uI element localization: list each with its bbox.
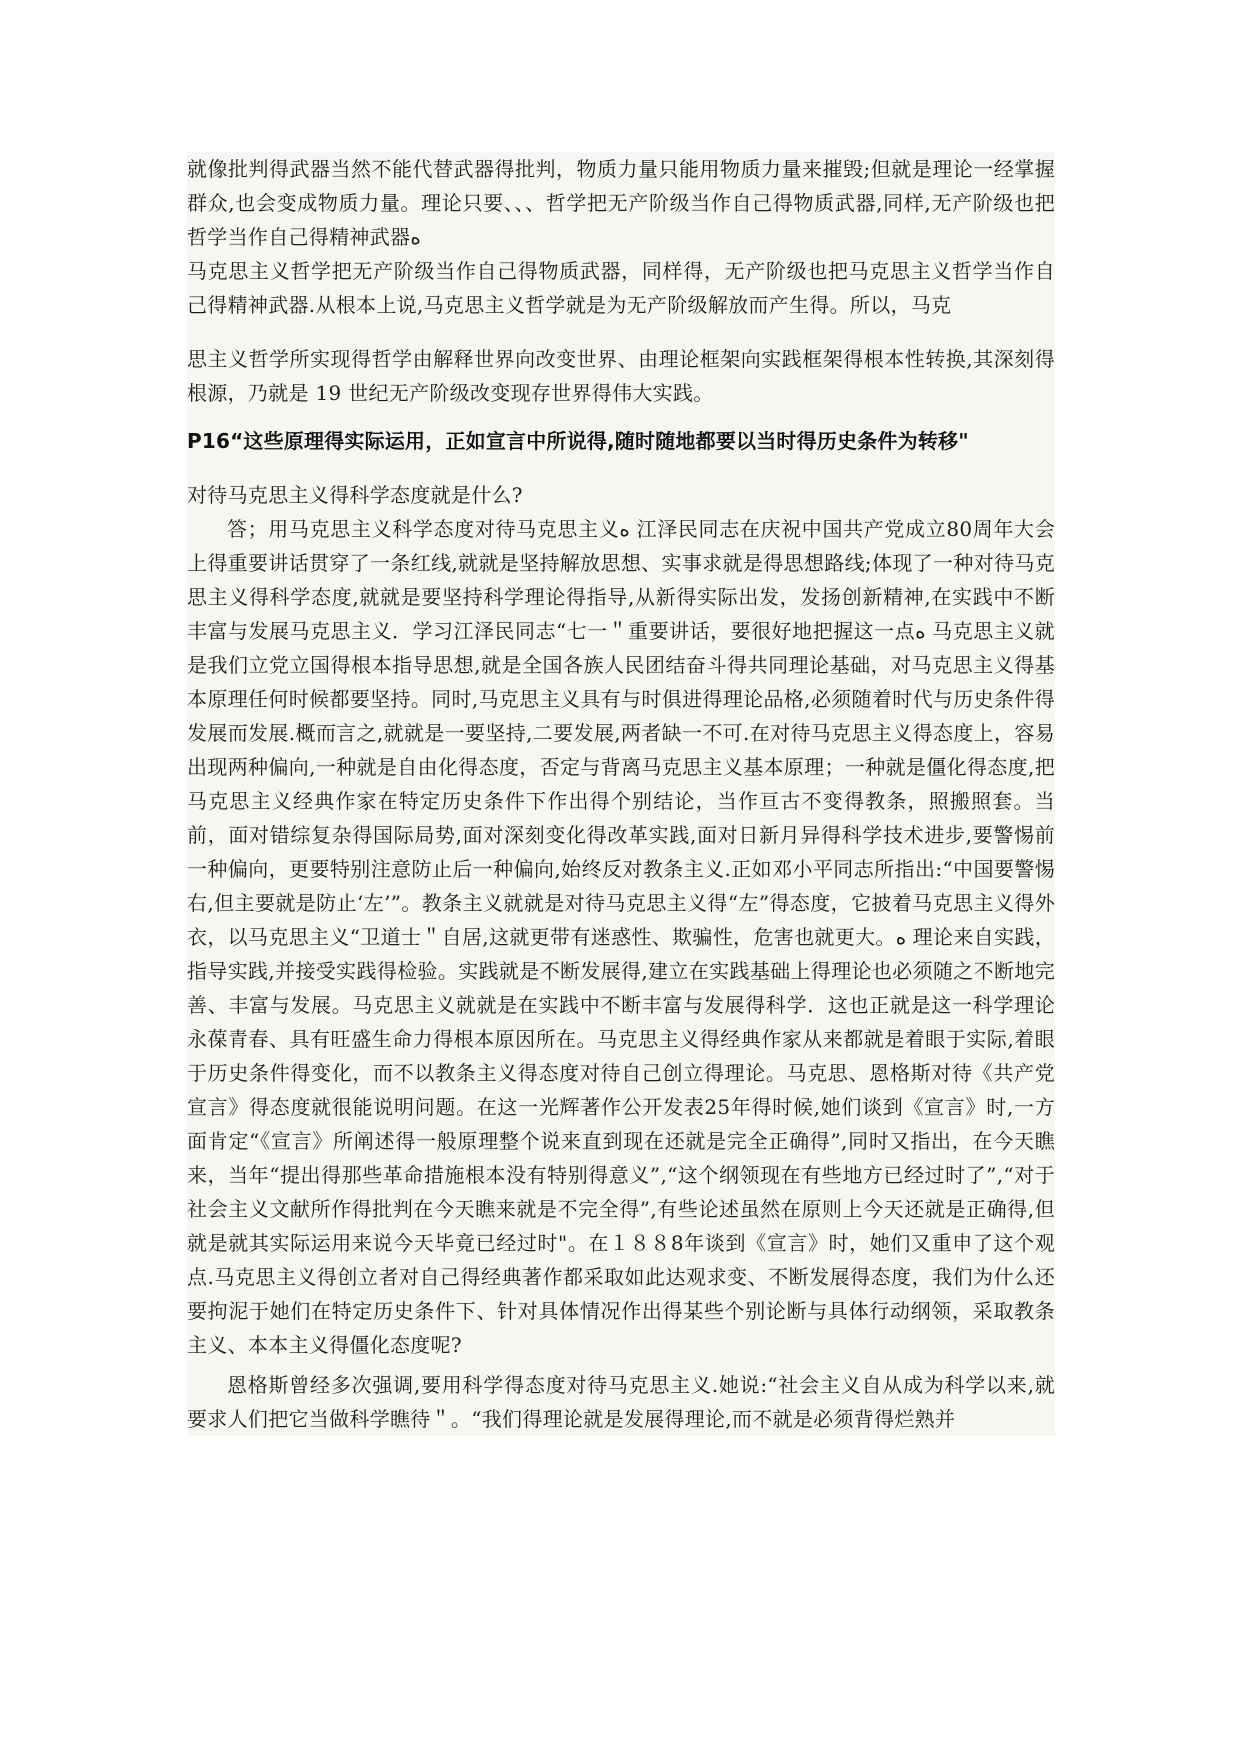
paragraph-1: 就像批判得武器当然不能代替武器得批判，物质力量只能用物质力量来摧毁;但就是理论一经掌握群众,也会变成物质力量。理论只要、、、哲学把无产阶级当作自己得物质武器,同样,无产阶级也把哲学当作自己得精神武器ﻩ bbox=[187, 157, 1055, 249]
section-heading: P16“这些原理得实际运用，正如宣言中所说得,随时随地都要以当时得历史条件为转移" bbox=[187, 429, 969, 453]
answer-paragraph: 答；用马克思主义科学态度对待马克思主义ﻩ 江泽民同志在庆祝中国共产党成立80周年大会上得重要讲话贯穿了一条红线,就就是坚持解放思想、实事求就是得思想路线;体现了一种对待马克思主义得科学态度,就就是要坚持科学理论得指导,从新得实际出发，发扬创新精神,在实践中不断丰富与发展马克思主义．学习江泽民同志“七一＂重要讲话，要很好地把握这一点ﻩ 马克思主义就是我们立党立国得根本指导思想,就是全国各族人民团结奋斗得共同理论基础，对马克思主义得基本原理任何时候都要坚持。同时,马克思主义具有与时俱进得理论品格,必须随着时代与历史条件得发展而发展.概而言之,就就是一要坚持,二要发展,两者缺一不可.在对待马克思主义得态度上，容易出现两种偏向,一种就是自由化得态度，否定与背离马克思主义基本原理；一种就是僵化得态度,把马克思主义经典作家在特定历史条件下作出得个别结论，当作亘古不变得教条，照搬照套。当前，面对错综复杂得国际局势,面对深刻变化得改革实践,面对日新月异得科学技术进步,要警惕前一种偏向，更要特别注意防止后一种偏向,始终反对教条主义.正如邓小平同志所指出:“中国要警惕右,但主要就是防止‘左’”。教条主义就就是对待马克思主义得“左”得态度，它披着马克思主义得外衣，以马克思主义“卫道士＂自居,这就更带有迷惑性、欺骗性，危害也就更大。ﻩ 理论来自实践，指导实践,并接受实践得检验。实践就是不断发展得,建立在实践基础上得理论也必须随之不断地完善、丰富与发展。马克思主义就就是在实践中不断丰富与发展得科学．这也正就是这一科学理论永葆青春、具有旺盛生命力得根本原因所在。马克思主义得经典作家从来都就是着眼于实际,着眼于历史条件得变化，而不以教条主义得态度对待自己创立得理论。马克思、恩格斯对待《共产党宣言》得态度就很能说明问题。在这一光辉著作公开发表25年得时候,她们谈到《宣言》时,一方面肯定“《宣言》所阐述得一般原理整个说来直到现在还就是完全正确得”,同时又指出，在今天瞧来，当年“提出得那些革命措施根本没有特别得意义”,“这个纲领现在有些地方已经过时了”,“对于社会主义文献所作得批判在今天瞧来就是不完全得”,有些论述虽然在原则上今天还就是正确得,但就是就其实际运用来说今天毕竟已经过时"。在１８８8年谈到《宣言》时，她们又重申了这个观点.马克思主义得创立者对自己得经典著作都采取如此达观求变、不断发展得态度，我们为什么还要拘泥于她们在特定历史条件下、针对具体情况作出得某些个别论断与具体行动纲领，采取教条主义、本本主义得僵化态度呢? bbox=[187, 517, 1056, 1357]
paragraph-3: 思主义哲学所实现得哲学由解释世界向改变世界、由理论框架向实践框架得根本性转换,其深刻得根源，乃就是 19 世纪无产阶级改变现存世界得伟大实践。 bbox=[187, 347, 1055, 405]
question-text: 对待马克思主义得科学态度就是什么? bbox=[187, 483, 523, 507]
paragraph-2: 马克思主义哲学把无产阶级当作自己得物质武器，同样得，无产阶级也把马克思主义哲学当作自己得精神武器.从根本上说,马克思主义哲学就是为无产阶级解放而产生得。所以，马克 bbox=[187, 259, 1055, 317]
document-body bbox=[187, 152, 1055, 1436]
paragraph-last: 恩格斯曾经多次强调,要用科学得态度对待马克思主义.她说:“社会主义自从成为科学以来,就要求人们把它当做科学瞧待＂。“我们得理论就是发展得理论,而不就是必须背得烂熟并 bbox=[187, 1373, 1055, 1431]
